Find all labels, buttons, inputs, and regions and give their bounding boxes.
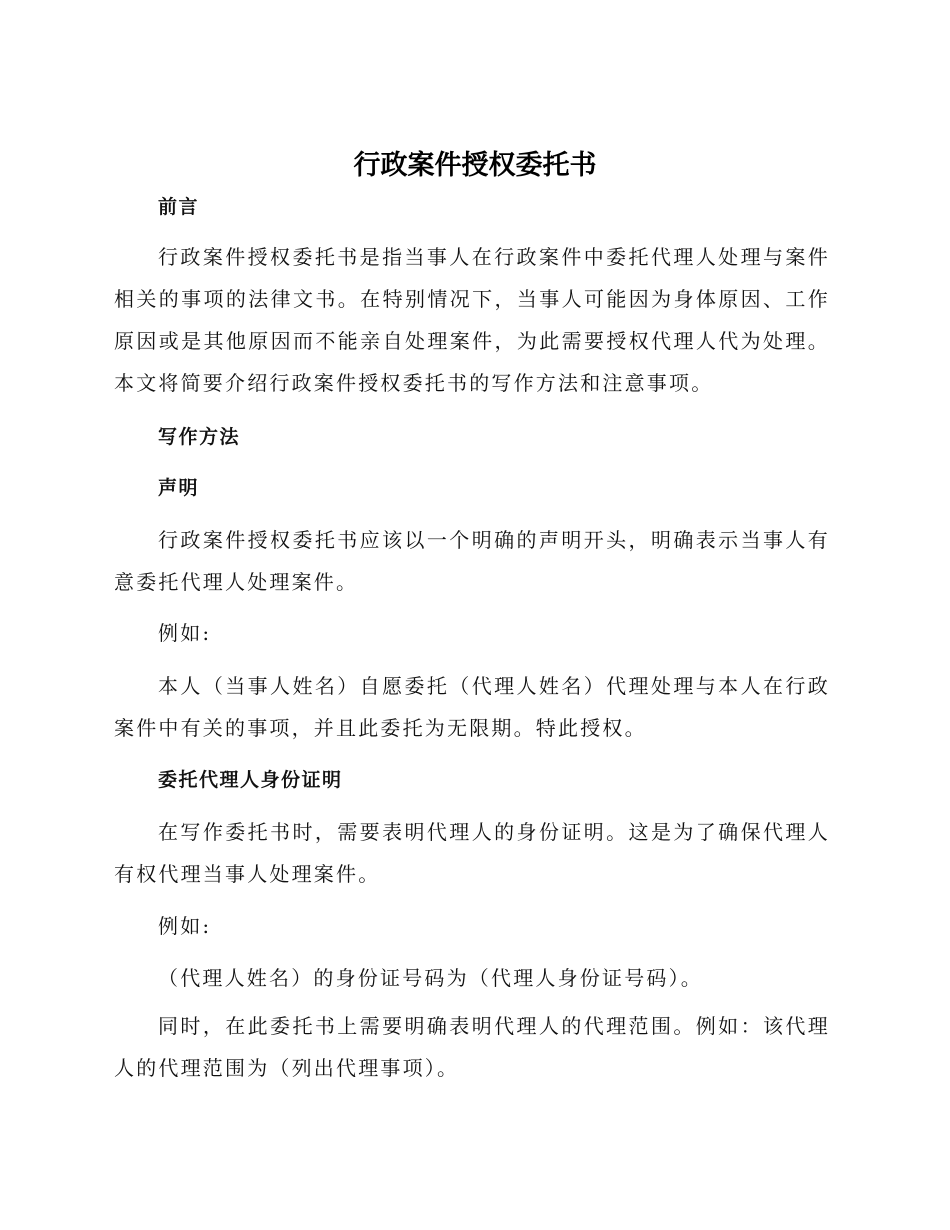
example-paragraph-1: 本人（当事人姓名）自愿委托（代理人姓名）代理处理与本人在行政案件中有关的事项，并且此委托为无限期。特此授权。 bbox=[114, 674, 830, 740]
agent-identity-heading: 委托代理人身份证明 bbox=[158, 769, 343, 791]
document-title: 行政案件授权委托书 bbox=[353, 150, 597, 181]
example-paragraph-2: （代理人姓名）的身份证号码为（代理人身份证号码）。 bbox=[158, 966, 703, 990]
example-label-1: 例如: bbox=[158, 621, 212, 645]
statement-heading: 声明 bbox=[158, 477, 200, 499]
example-label-2: 例如: bbox=[158, 914, 212, 938]
identity-paragraph: 在写作委托书时，需要表明代理人的身份证明。这是为了确保代理人有权代理当事人处理案件。 bbox=[114, 820, 830, 886]
statement-paragraph: 行政案件授权委托书应该以一个明确的声明开头，明确表示当事人有意委托代理人处理案件。 bbox=[114, 528, 830, 594]
scope-paragraph: 同时，在此委托书上需要明确表明代理人的代理范围。例如：该代理人的代理范围为（列出代理事项）。 bbox=[114, 1014, 830, 1080]
preface-heading: 前言 bbox=[158, 196, 200, 218]
writing-method-heading: 写作方法 bbox=[158, 426, 241, 448]
preface-paragraph: 行政案件授权委托书是指当事人在行政案件中委托代理人处理与案件相关的事项的法律文书。在特别情况下，当事人可能因为身体原因、工作原因或是其他原因而不能亲自处理案件，为此需要授权代理人代为处理。本文将简要介绍行政案件授权委托书的写作方法和注意事项。 bbox=[114, 245, 830, 395]
